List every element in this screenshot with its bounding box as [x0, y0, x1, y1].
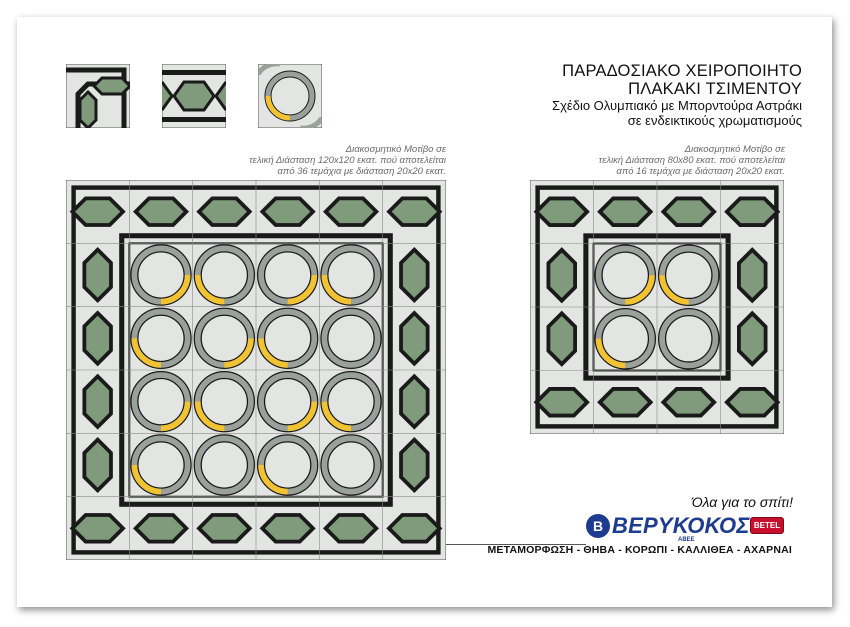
- large-tile-pattern: [66, 180, 446, 560]
- border-tile-swatch: [162, 64, 226, 128]
- subtitle-line-2: σε ενδεικτικούς χρωματισμούς: [627, 113, 802, 128]
- border-hexagon: [262, 515, 313, 542]
- small-pattern-caption: [599, 144, 785, 177]
- border-hexagon: [72, 198, 123, 225]
- caption-line: τελική Διάσταση 80x80 εκατ. πού αποτελείται: [598, 155, 785, 166]
- subtitle-line-1: Σχέδιο Ολυμπιακό με Μπορντούρα Αστράκι: [552, 98, 802, 113]
- border-hexagon: [663, 198, 714, 225]
- border-hexagon: [84, 440, 111, 491]
- caption-line: τελική Διάσταση 120x120 εκατ. πού αποτελείται: [249, 155, 446, 166]
- border-hexagon: [84, 250, 111, 301]
- border-hexagon: [600, 389, 651, 416]
- border-hexagon: [389, 515, 440, 542]
- large-pattern-caption: [249, 144, 446, 177]
- border-hexagon: [262, 198, 313, 225]
- border-hexagon: [401, 440, 428, 491]
- brand-name: ΒΕΡΥΚΟΚΟΣ: [612, 513, 750, 538]
- border-hexagon: [739, 250, 766, 301]
- border-hexagon: [136, 198, 187, 225]
- border-hexagon: [389, 198, 440, 225]
- caption-line: από 36 τεμάχια με διάσταση 20x20 εκατ.: [277, 166, 446, 177]
- border-hexagon: [548, 250, 575, 301]
- border-hexagon: [326, 515, 377, 542]
- border-hexagon: [199, 198, 250, 225]
- border-hexagon: [727, 198, 778, 225]
- brand-mark-icon: B: [586, 514, 610, 538]
- caption-line: Διακοσμητικό Μοτίβο σε: [345, 144, 446, 155]
- caption-line: Διακοσμητικό Μοτίβο σε: [684, 144, 785, 155]
- brand-logo: [586, 512, 786, 542]
- caption-line: από 16 τεμάχια με διάσταση 20x20 εκατ.: [616, 166, 785, 177]
- border-hexagon: [536, 389, 587, 416]
- border-hexagon: [72, 515, 123, 542]
- title-line-2: ΠΛΑΚΑΚΙ ΤΣΙΜΕΝΤΟΥ: [628, 80, 802, 98]
- border-hexagon: [199, 515, 250, 542]
- partner-badge: BETEL: [750, 517, 784, 534]
- border-hexagon: [536, 198, 587, 225]
- border-hexagon: [401, 376, 428, 427]
- small-tile-pattern: [530, 180, 784, 434]
- document-title: [552, 62, 802, 128]
- border-hexagon: [84, 376, 111, 427]
- corner-tile-swatch: [66, 64, 130, 128]
- border-hexagon: [84, 313, 111, 364]
- slogan: Όλα για το σπίτι!: [691, 494, 793, 510]
- branch-list: ΜΕΤΑΜΟΡΦΩΣΗ - ΘΗΒΑ - ΚΟΡΩΠΙ - ΚΑΛΛΙΘΕΑ - ΑΧΑΡΝΑΙ: [487, 544, 792, 556]
- border-hexagon: [136, 515, 187, 542]
- olympic-rings-tile-swatch: [258, 64, 322, 128]
- title-line-1: ΠΑΡΑΔΟΣΙΑΚΟ ΧΕΙΡΟΠΟΙΗΤΟ: [562, 62, 802, 80]
- border-hexagon: [326, 198, 377, 225]
- border-hexagon: [401, 313, 428, 364]
- brand-suffix: ΑΒΕΕ: [678, 537, 695, 543]
- border-hexagon: [739, 313, 766, 364]
- border-hexagon: [727, 389, 778, 416]
- border-hexagon: [548, 313, 575, 364]
- border-hexagon: [401, 250, 428, 301]
- border-hexagon: [663, 389, 714, 416]
- border-hexagon: [600, 198, 651, 225]
